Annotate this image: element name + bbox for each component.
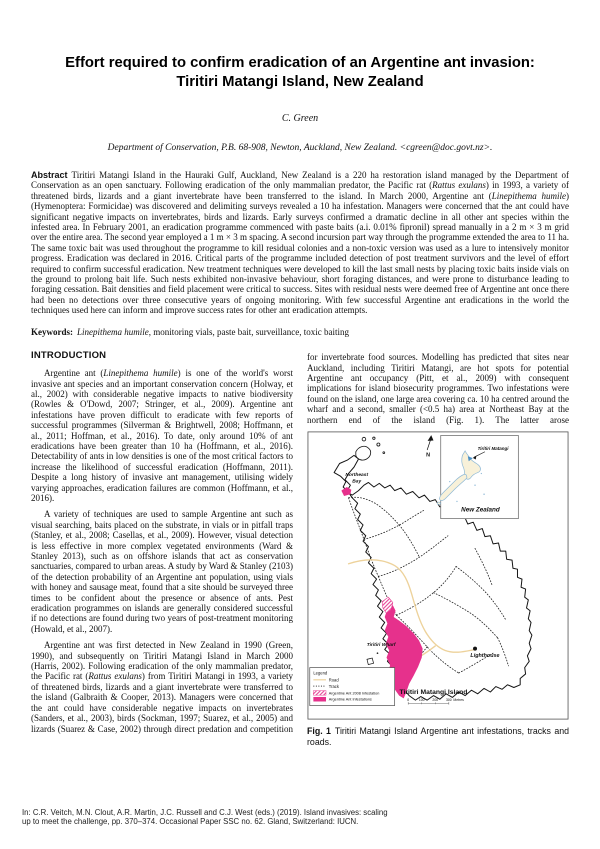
legend-2008-swatch [313, 691, 326, 696]
affiliation: Department of Conservation, P.B. 68-908, Newton, Auckland, New Zealand. <cgreen@doc.govt.nz>. [107, 143, 493, 153]
northeast-bay-label-line2: Bay [352, 479, 362, 485]
map-canvas [307, 431, 569, 720]
two-column-body [31, 350, 569, 748]
intro-paragraph-1: Argentine ant (Linepithema humile) is one of the world's worst invasive ant species and an important conservation concern (Holway, et al., 2002) with considerable negative impacts to native biodiversity (Rowles & O'Dowd, 2007; Stringer, et al., 2009). Argentine ant infestations have proven difficult to eradicate with few reports of successful programmes (Silverman & Brightwell, 2008; Hoffmann, et al., 2011; Hoffman, et al., 2016). To date, only around 10% of ant eradications have been greater than 10 ha (Hoffmann, et al., 2016). Detectability of ants in low densities is one of the most critical factors to increase the likelihood of successful eradication (Hoffmann, 2011). Despite a long history of invasive ant management, utilising widely varying approaches, eradication failures are common (Hoffmann, et al., 2016). [31, 368, 293, 503]
map-legend [310, 668, 395, 706]
figure-1-map [307, 431, 569, 720]
figure-caption-label: Fig. 1 [307, 725, 331, 736]
lighthouse-marker [473, 647, 477, 651]
keywords-label: Keywords: [31, 326, 73, 337]
scale-unit: Metres [453, 697, 464, 702]
inset-place-label: Tiritiri Matangi [477, 445, 509, 451]
wharf-label: Tiritiri Wharf [366, 642, 396, 648]
section-heading-introduction: INTRODUCTION [31, 350, 107, 362]
abstract-paragraph [31, 170, 569, 316]
title-line-2: Tiritiri Matangi Island, New Zealand [176, 74, 424, 90]
right-column [307, 350, 569, 748]
paper-title [40, 54, 560, 92]
keywords-line [31, 327, 569, 337]
title-line-1: Effort required to confirm eradication of an Argentine ant invasion: [65, 55, 535, 71]
lighthouse-label: Lighthouse [470, 652, 500, 659]
northeast-bay-label-line1: Northeast [345, 473, 369, 479]
author-name: C. Green [281, 113, 319, 124]
citation-footer [22, 808, 482, 827]
inset-country-label: New Zealand [461, 506, 500, 514]
abstract-label: Abstract [31, 170, 68, 180]
intro-paragraph-2: A variety of techniques are used to sample Argentine ant such as visual searching, baits placed on the substrate, in vials or in pitfall traps (Stanley, et al., 2008; Casellas, et al., 2009). However, visual detection is less effective in more complex vegetated environments (Ward & Stanley 2013), such as on offshore islands that act as conservation sanctuaries, compared to urban areas. A study by Ward & Stanley (2103) of the detection probability of an Argentine ant population, using vials with honey and sausage meat, found that a site should be surveyed three times to be confident about the presence or absence of ants. Pest eradication programmes on islands are generally considered successful if no detections are found during two years of post-treatment monitoring (Howald, et al., 2007). [31, 509, 293, 634]
scale-tick-200: 200 [432, 697, 439, 702]
keywords-text: Linepithema humile, monitoring vials, paste bait, surveillance, toxic baiting [77, 326, 349, 337]
intro-paragraph-4: for invertebrate food sources. Modelling has predicted that sites near Auckland, including Tiritiri Matangi, are hot spots for potential Argentine ant occupancy (Pitt, et al., 2009) with consequent implications for island biosecurity programmes. Two infestations were found on the island, one large area covering ca. 10 ha centred around the wharf and a second, smaller (<0.5 ha) area at Northeast Bay at the northern end of the island (Fig. 1). The latter arose [307, 352, 569, 425]
figure-caption-text: Tiritiri Matangi Island Argentine ant infestations, tracks and roads. [307, 725, 569, 747]
island-title-label: Tiritiri Matangi Island [399, 688, 468, 696]
legend-infestation-swatch [313, 697, 326, 702]
legend-track-label: Track [328, 683, 339, 689]
stewart-island-shape [437, 502, 440, 504]
intro-paragraph-3: Argentine ant was first detected in New Zealand in 1990 (Green, 1990), and subsequently on Tiritiri Matangi Island in March 2000 (Harris, 2002). Following eradication of the only mammalian predator, the Pacific rat (Rattus exulans) from Tiritiri Matangi in 1993, a variety of threatened birds, lizards and a giant invertebrate were transferred to the island (Galbraith & Cooper, 2013). Managers were concerned that the ant could have considerable negative impacts on invertebrates (Sanders, et al., 2003), birds (Sockman, 1997; Suarez, et al., 2005) and lizards (Suarez & Case, 2002) through direct predation and competition [31, 640, 293, 734]
scale-tick-300: 300 [445, 697, 452, 702]
citation-line-2: up to meet the challenge, pp. 370–374. Occasional Paper SSC no. 62. Gland, Switzerland: IUCN. [22, 817, 359, 827]
legend-infestation-label: Argentine Ant Infestations [328, 697, 372, 702]
nz-inset-map [437, 435, 518, 518]
legend-title: Legend [313, 670, 328, 676]
legend-2008-label: Argentine Ant 2008 Infestation [328, 691, 380, 696]
abstract-text: Tiritiri Matangi Island in the Hauraki Gulf, Auckland, New Zealand is a 220 ha restoration island managed by the Department of Conservation as an open sanctuary. Following eradication of the only mammalian predator, the Pacific rat (Rattus exulans) in 1993, a variety of threatened birds, lizards and a giant invertebrate have been transferred to the island. In March 2000, Argentine ant (Linepithema humile) (Hymenoptera: Formicidae) was discovered and delimiting surveys revealed a 10 ha infestation. Managers were concerned that the ant could have significant negative impacts on invertebrates, birds and lizards. Early surveys confirmed a dramatic decline in all other ant species within the infested area. In February 2001, an eradication programme commenced with paste baits (a.i. 0.01% fipronil) spread manually in a 2 m × 3 m grid over the entire area. The second year employed a 1 m × 3 m spacing. A second incursion part way through the programme extended the area to 11 ha. The same toxic bait was used throughout the programme to kill residual colonies and a non-toxic version was used as a lure to intensively monitor progress. Eradication was declared in 2016. Critical parts of the programme included detection of post treatment survivors and the level of effort required to confirm successful eradication. New treatment techniques were developed to kill the last small nests by placing toxic baits inside vials on the ground to prolong bait life. Such nests exhibited non-invasive behaviour, short foraging distances, and were prone to disturbance leading to foraging cessation. Bait densities and field placement were critical to success. Sites with residual nests were deemed free of Argentine ant once there had been no detections over three consecutive years of ongoing monitoring. With few successful Argentine ant eradications in the world the techniques used here can inform and improve success rates for other ant eradication attempts. [31, 170, 570, 316]
scale-tick-100: 100 [418, 697, 425, 702]
scale-tick-0: 0 [407, 697, 410, 702]
citation-line-1: In: C.R. Veitch, M.N. Clout, A.R. Martin, J.C. Russell and C.J. West (eds.) (2019). Island invasives: scaling [22, 807, 388, 817]
left-column [31, 350, 293, 748]
north-label: N [426, 452, 431, 459]
legend-road-label: Road [328, 677, 339, 683]
figure-caption [307, 726, 569, 748]
